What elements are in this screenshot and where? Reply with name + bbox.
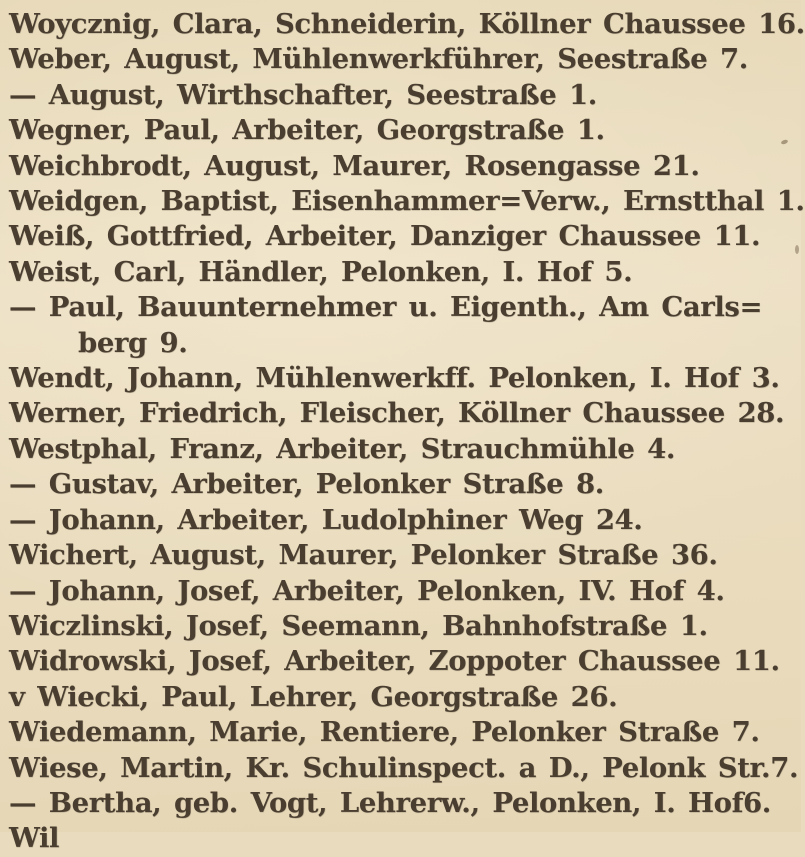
directory-entry: Wiczlinski, Josef, Seemann, Bahnhofstraße 1. [9,609,708,642]
directory-entry: Weichbrodt, August, Maurer, Rosengasse 21. [9,149,700,182]
directory-entry: v Wiecki, Paul, Lehrer, Georgstraße 26. [9,680,618,713]
directory-entry: Wegner, Paul, Arbeiter, Georgstraße 1. [9,114,605,147]
directory-entry: — August, Wirthschafter, Seestraße 1. [9,78,597,111]
directory-entry: Widrowski, Josef, Arbeiter, Zoppoter Chaussee 11. [9,645,780,678]
directory-entry: Werner, Friedrich, Fleischer, Köllner Chaussee 28. [9,397,785,430]
directory-entry-clipped: Wil [9,822,60,855]
directory-entry: Woycznig, Clara, Schneiderin, Köllner Chaussee 16. [9,8,805,40]
directory-entry: Weidgen, Baptist, Eisenhammer=Verw., Ernstthal 1. [9,185,805,218]
directory-entry: — Paul, Bauunternehmer u. Eigenth., Am Carls= [9,291,763,324]
directory-entry-continuation: berg 9. [78,326,188,359]
directory-entry: Weber, August, Mühlenwerkführer, Seestraße 7. [9,43,748,76]
directory-entry: Wiese, Martin, Kr. Schulinspect. a D., Pelonk Str.7. [9,751,799,784]
directory-entry: Weist, Carl, Händler, Pelonken, I. Hof 5. [9,255,633,288]
directory-entry: — Bertha, geb. Vogt, Lehrerw., Pelonken, I. Hof6. [9,786,771,819]
directory-entry: Weiß, Gottfried, Arbeiter, Danziger Chaussee 11. [9,220,761,253]
directory-entry: Wendt, Johann, Mühlenwerkff. Pelonken, I. Hof 3. [9,362,780,395]
directory-entry: Wiedemann, Marie, Rentiere, Pelonker Straße 7. [9,716,760,749]
directory-entry: — Johann, Arbeiter, Ludolphiner Weg 24. [9,503,643,536]
directory-entry: — Gustav, Arbeiter, Pelonker Straße 8. [9,468,604,501]
directory-entry: Westphal, Franz, Arbeiter, Strauchmühle 4. [9,432,676,465]
directory-entry: — Johann, Josef, Arbeiter, Pelonken, IV. Hof 4. [9,574,725,607]
ink-speck [795,245,799,254]
directory-entry: Wichert, August, Maurer, Pelonker Straße 36. [9,539,718,572]
